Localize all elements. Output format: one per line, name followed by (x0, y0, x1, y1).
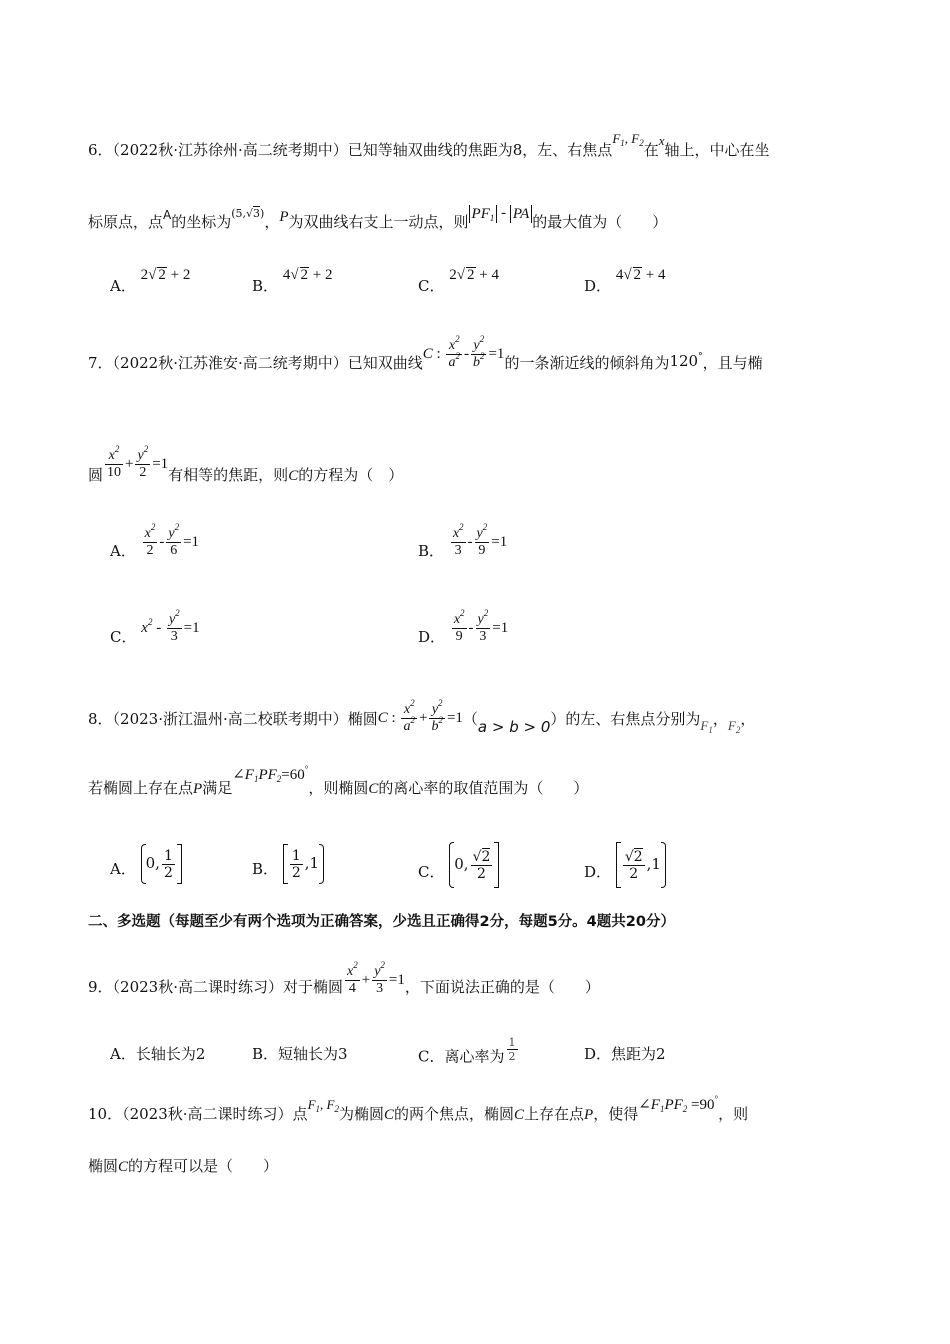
option-d[interactable] (418, 608, 509, 655)
question-text: 的方程为（ ） (298, 465, 404, 484)
question-text: ，则椭圆 (308, 779, 369, 797)
option-c[interactable] (110, 608, 200, 655)
question-number: 8． (88, 709, 113, 728)
option-label: A． (110, 277, 136, 295)
option-formula: $\frac{1}{2}$ ,1 (283, 854, 324, 872)
option-a[interactable] (110, 1044, 205, 1064)
option-formula: $\frac{√2}{2}$ ,1 (616, 855, 666, 873)
angle-formula: $\angle F_1PF_2=60^\circ$ (232, 764, 309, 784)
question-6-line-2 (88, 205, 668, 234)
option-d[interactable] (584, 850, 666, 896)
option-formula: 2√ 2 + 4 (449, 267, 499, 283)
question-8-line-2 (88, 764, 589, 799)
question-text: 在 (643, 141, 659, 159)
focus-f1: $F_1$ (700, 717, 713, 735)
question-text: 点 (292, 1105, 308, 1123)
option-formula: $\frac{x^2}{9}$ - $\frac{y^2}{3}$ =1 (453, 608, 509, 644)
option-label: D． (584, 277, 612, 295)
difference-formula: $PF_1$ - PA (469, 205, 533, 221)
option-label: B． (252, 860, 279, 878)
option-fraction: $\frac{1}{2}$ (508, 1036, 516, 1063)
question-text: ，下面说法正确的是（ ） (404, 977, 600, 996)
question-text: 对于椭圆 (283, 977, 344, 996)
question-text: 有相等的焦距，则 (168, 465, 289, 484)
question-text: 椭圆 (88, 1157, 119, 1175)
question-text: 的坐标为 (171, 213, 232, 231)
option-label: B． (252, 277, 279, 295)
option-label: B． (418, 541, 445, 560)
option-label: C． (418, 1047, 445, 1066)
option-label: B． (252, 1045, 279, 1063)
curve-c: C (383, 1107, 394, 1123)
option-b[interactable] (252, 1044, 348, 1064)
focus-f2: $F_2$ (727, 717, 741, 735)
question-text: 的一条渐近线的倾斜角为 (504, 353, 670, 372)
point-a-label: A (163, 208, 172, 222)
question-number: 7． (88, 353, 113, 372)
curve-c: C (514, 1107, 525, 1123)
curve-c: C (118, 1159, 129, 1175)
question-source: （2023秋·高二课时练习） (122, 1105, 293, 1123)
question-text: ，则 (718, 1105, 749, 1123)
question-7-line-1 (88, 334, 763, 381)
question-text: ，且与椭 (702, 353, 763, 372)
option-text: 离心率为 (444, 1047, 505, 1066)
question-text: 椭圆 (347, 709, 378, 728)
question-text: 标原点，点 (88, 213, 164, 231)
question-text: 若椭圆上存在点 (88, 779, 194, 797)
question-text: 已知等轴双曲线的焦距为8，左、右焦点 (347, 141, 613, 159)
option-formula: $x^2$ - $\frac{y^2}{3}$ =1 (141, 608, 200, 644)
option-text: 长轴长为2 (135, 1045, 206, 1063)
question-text: ， (264, 213, 280, 231)
question-text: 为双曲线右支上一动点，则 (288, 213, 469, 231)
question-text: 已知双曲线 (347, 353, 423, 372)
foci-formula: $F_1$, $F_2$ (307, 1097, 339, 1114)
point-p-label: P (279, 209, 289, 225)
question-source: （2022秋·江苏徐州·高二统考期中） (112, 141, 348, 159)
option-formula: 0, $\frac{1}{2}$ (141, 854, 182, 872)
question-text: 轴上，中心在坐 (664, 141, 770, 159)
question-6-line-1 (88, 131, 770, 161)
ellipse-formula: $\frac{x^2}{4}$ + $\frac{y^2}{3}$ =1 (347, 960, 405, 996)
question-10-line-1 (88, 1094, 749, 1125)
option-d[interactable] (584, 267, 666, 297)
question-text: 圆 (88, 465, 104, 484)
option-d[interactable] (584, 1044, 666, 1064)
question-9-line-1 (88, 960, 600, 1005)
question-10-line-2 (88, 1156, 278, 1177)
option-label: D． (418, 627, 446, 646)
question-text: 为椭圆 (338, 1105, 384, 1123)
section-heading: 二、多选题（每题至少有两个选项为正确答案，少选且正确得2分，每题5分。4题共20分） (88, 914, 675, 930)
option-b[interactable] (418, 522, 508, 569)
hyperbola-formula: C : $\frac{x^2}{a^2}$ - $\frac{y^2}{b^2}$ =1 (422, 334, 505, 370)
option-formula: 4√ 2 + 2 (282, 267, 333, 283)
question-text: 上存在点 (524, 1105, 585, 1123)
ellipse-formula: $\frac{x^2}{10}$ + $\frac{y^2}{2}$ =1 (107, 444, 169, 480)
option-label: C． (110, 627, 137, 646)
question-number: 10． (88, 1105, 123, 1123)
option-text: 焦距为2 (611, 1045, 666, 1063)
option-a[interactable] (110, 522, 200, 569)
option-formula: $\frac{x^2}{2}$ - $\frac{y^2}{6}$ =1 (144, 522, 200, 558)
angle-formula: $\angle F_1PF_2 =90^\circ$ (638, 1094, 719, 1114)
question-text: 的最大值为（ ） (532, 213, 668, 231)
question-text: 的两个焦点，椭圆 (394, 1105, 515, 1123)
curve-c: C (368, 781, 379, 797)
option-label: A． (110, 541, 136, 560)
option-a[interactable] (110, 847, 182, 890)
option-c[interactable] (418, 850, 499, 896)
point-p-label: P (193, 781, 203, 797)
question-source: （2023秋·高二课时练习） (112, 977, 283, 996)
question-8-line-1: 8．（2023·浙江温州·高二校联考期中）椭圆C : $\frac{x^2}{a^2}$ + $\frac{y^2}{b^2}$ =1（a > b > 0）的左、右焦点分别为$F_1$，$F_2$， (88, 698, 756, 736)
foci-formula: $F_1$, $F_2$ (612, 131, 644, 148)
angle-value: 120° (669, 351, 703, 370)
question-text: 的离心率的取值范围为（ ） (378, 779, 589, 797)
option-formula: 2√ 2 + 2 (140, 267, 191, 283)
question-text: 的方程可以是（ ） (128, 1157, 279, 1175)
option-b[interactable] (252, 847, 324, 890)
question-number: 6． (88, 141, 113, 159)
option-label: C． (418, 277, 445, 295)
option-formula: 0, $\frac{√2}{2}$ (449, 855, 499, 873)
question-text: ，使得 (593, 1105, 639, 1123)
question-text: 满足 (202, 779, 233, 797)
option-label: C． (418, 863, 445, 881)
option-label: A． (110, 1045, 136, 1063)
option-label: D． (584, 1045, 612, 1063)
point-a-coordinate: (5,√3) (231, 207, 265, 220)
option-c[interactable] (418, 267, 499, 297)
ellipse-formula: C : $\frac{x^2}{a^2}$ + $\frac{y^2}{b^2}$ =1 (377, 698, 463, 734)
option-label: A． (110, 860, 136, 878)
condition: a > b > 0 (477, 717, 551, 736)
question-text: 的左、右焦点分别为 (565, 709, 701, 728)
x-variable: x (658, 133, 665, 148)
question-7-line-2 (88, 444, 404, 493)
point-p-label: P (584, 1107, 594, 1123)
option-text: 短轴长为3 (278, 1045, 348, 1063)
option-a[interactable] (110, 267, 191, 297)
option-b[interactable] (252, 267, 333, 297)
question-number: 9． (88, 977, 113, 996)
option-label: D． (584, 863, 612, 881)
curve-c: C (288, 467, 299, 484)
option-formula: 4√ 2 + 4 (615, 267, 666, 283)
option-formula: $\frac{x^2}{3}$ - $\frac{y^2}{9}$ =1 (452, 522, 508, 558)
option-c[interactable] (418, 1036, 520, 1071)
question-source: （2023·浙江温州·高二校联考期中） (112, 709, 348, 728)
question-source: （2022秋·江苏淮安·高二统考期中） (112, 353, 348, 372)
